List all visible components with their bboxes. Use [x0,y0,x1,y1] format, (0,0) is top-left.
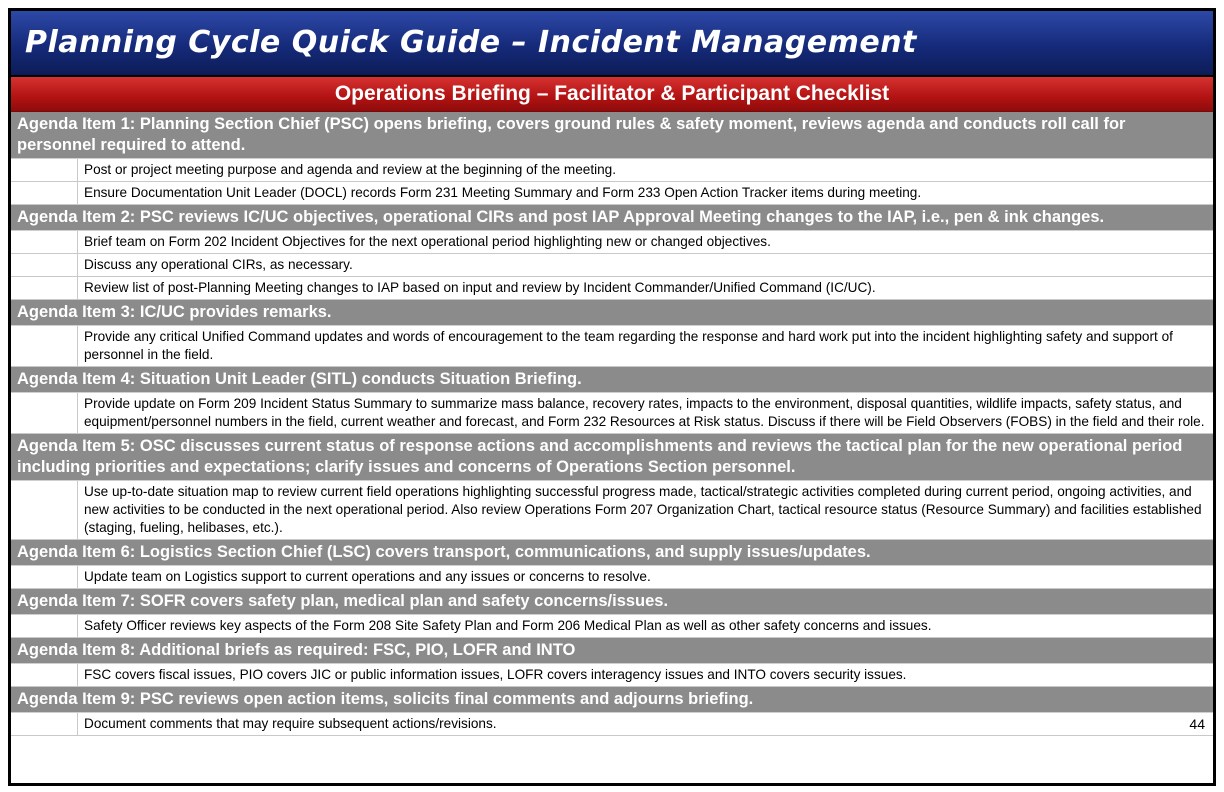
checklist-item-text: Safety Officer reviews key aspects of the Form 208 Site Safety Plan and Form 206 Medical Plan as well as other safety concerns and issues. [84,618,932,633]
checklist-item-text: FSC covers fiscal issues, PIO covers JIC or public information issues, LOFR covers interagency issues and INTO covers security issues. [84,667,907,682]
checklist-row [11,326,1213,367]
agenda-item-heading: Agenda Item 1: Planning Section Chief (PSC) opens briefing, covers ground rules & safety moment, reviews agenda and conducts roll call for personnel required to attend. [11,112,1213,159]
page-frame [8,8,1216,786]
checklist-row [11,159,1213,182]
checkbox-cell[interactable] [11,615,78,637]
agenda-item-heading: Agenda Item 2: PSC reviews IC/UC objectives, operational CIRs and post IAP Approval Meeting changes to the IAP, i.e., pen & ink changes. [11,205,1213,231]
checklist-item-text: Provide any critical Unified Command updates and words of encouragement to the team regarding the response and hard work put into the incident highlighting safety and support of personnel in the field. [84,329,1173,362]
checklist-item-label: Document comments that may require subsequent actions/revisions. [84,716,497,731]
agenda-item-heading: Agenda Item 8: Additional briefs as required: FSC, PIO, LOFR and INTO [11,638,1213,664]
checklist-row [11,254,1213,277]
agenda-item-heading: Agenda Item 6: Logistics Section Chief (LSC) covers transport, communications, and supply issues/updates. [11,540,1213,566]
checklist-row [11,231,1213,254]
checklist-item-text: Ensure Documentation Unit Leader (DOCL) records Form 231 Meeting Summary and Form 233 Open Action Tracker items during meeting. [84,185,922,200]
checkbox-cell[interactable] [11,481,78,539]
checklist-row [11,713,1213,736]
checklist-row [11,182,1213,205]
checkbox-cell[interactable] [11,277,78,299]
checklist-item-text: Update team on Logistics support to current operations and any issues or concerns to resolve. [84,569,651,584]
checklist-row [11,615,1213,638]
agenda-item-heading: Agenda Item 9: PSC reviews open action items, solicits final comments and adjourns briefing. [11,687,1213,713]
checklist-content [11,77,1213,783]
checklist-item-text [78,713,1213,735]
checkbox-cell[interactable] [11,182,78,204]
checklist-row [11,277,1213,300]
agenda-item-heading: Agenda Item 4: Situation Unit Leader (SITL) conducts Situation Briefing. [11,367,1213,393]
checklist-item-text: Discuss any operational CIRs, as necessary. [84,257,353,272]
checkbox-cell[interactable] [11,713,78,735]
page-number: 44 [1189,716,1205,732]
checklist-row [11,393,1213,434]
agenda-item-heading: Agenda Item 3: IC/UC provides remarks. [11,300,1213,326]
checkbox-cell[interactable] [11,664,78,686]
checklist-row [11,481,1213,540]
checklist-subtitle: Operations Briefing – Facilitator & Participant Checklist [11,77,1213,112]
checkbox-cell[interactable] [11,393,78,433]
checklist-item-text: Provide update on Form 209 Incident Status Summary to summarize mass balance, recovery rates, impacts to the environment, disposal quantities, wildlife impacts, safety status, and equipment/personnel numbers in the field, current weather and forecast, and Form 232 Resources at Risk status. Discuss if there will be Field Observers (FOBS) in the field and their role. [84,396,1205,429]
checkbox-cell[interactable] [11,566,78,588]
checklist-item-text: Brief team on Form 202 Incident Objectives for the next operational period highlighting new or changed objectives. [84,234,771,249]
checklist-row [11,664,1213,687]
checkbox-cell[interactable] [11,159,78,181]
checkbox-cell[interactable] [11,254,78,276]
checklist-row [11,566,1213,589]
checklist-item-text: Review list of post-Planning Meeting changes to IAP based on input and review by Incident Commander/Unified Command (IC/UC). [84,280,876,295]
agenda-item-heading: Agenda Item 7: SOFR covers safety plan, medical plan and safety concerns/issues. [11,589,1213,615]
agenda-item-heading: Agenda Item 5: OSC discusses current status of response actions and accomplishments and reviews the tactical plan for the new operational period including priorities and expectations; clarify issues and concerns of Operations Section personnel. [11,434,1213,481]
page-title: Planning Cycle Quick Guide – Incident Management [11,11,1213,75]
checklist-item-text: Post or project meeting purpose and agenda and review at the beginning of the meeting. [84,162,617,177]
checkbox-cell[interactable] [11,231,78,253]
checklist-item-text: Use up-to-date situation map to review current field operations highlighting successful progress made, tactical/strategic activities completed during current period, ongoing activities, and new activities to be conducted in the next operational period. Also review Operations Form 207 Organization Chart, tactical resource status (Resource Summary) and facilities established (staging, fueling, helibases, etc.). [84,484,1202,535]
checkbox-cell[interactable] [11,326,78,366]
